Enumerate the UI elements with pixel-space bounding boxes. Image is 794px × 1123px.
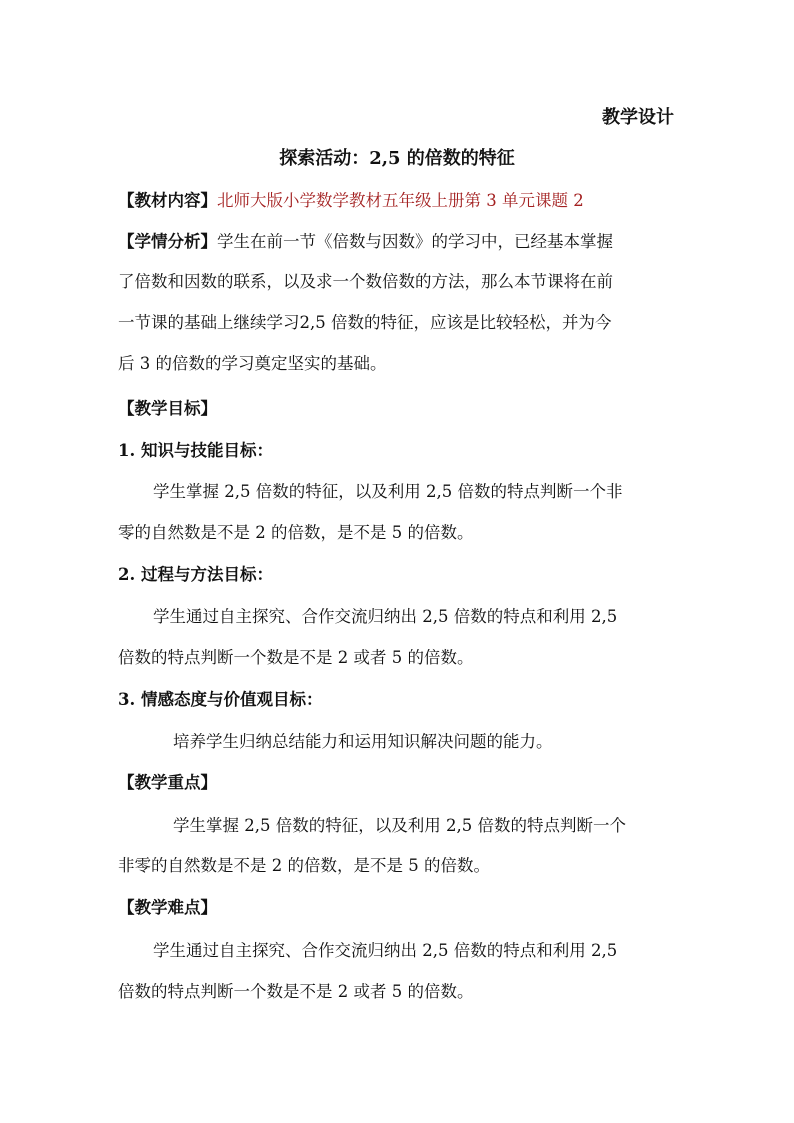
document-type-heading: 教学设计 [602,107,674,128]
analysis-line-2: 了倍数和因数的联系，以及求一个数倍数的方法，那么本节课将在前 [118,272,613,291]
goals-label: 【教学目标】 [118,399,217,418]
analysis-line-1: 学生在前一节《倍数与因数》的学习中，已经基本掌握 [217,232,613,251]
analysis-label: 【学情分析】 [118,232,217,251]
key-points-label: 【教学重点】 [118,773,217,792]
document-title: 探索活动：2,5 的倍数的特征 [279,148,515,169]
goal-1-line-2: 零的自然数是不是 2 的倍数，是不是 5 的倍数。 [118,523,474,542]
material-text: 北师大版小学数学教材五年级上册第 3 单元课题 2 [217,191,584,210]
key-points-line-2: 非零的自然数是不是 2 的倍数，是不是 5 的倍数。 [118,856,490,875]
goal-2-title: 2. 过程与方法目标： [118,565,273,584]
material-label: 【教材内容】 [118,191,217,210]
analysis-row-1 [118,231,678,253]
goal-2-line-2: 倍数的特点判断一个数是不是 2 或者 5 的倍数。 [118,648,474,667]
goal-3-title: 3. 情感态度与价值观目标： [118,690,323,709]
analysis-line-3: 一节课的基础上继续学习2,5 倍数的特征，应该是比较轻松，并为今 [118,313,612,332]
material-row [118,190,678,212]
analysis-line-4: 后 3 的倍数的学习奠定坚实的基础。 [118,354,387,373]
goal-2-line-1: 学生通过自主探究、合作交流归纳出 2,5 倍数的特点和利用 2,5 [153,607,618,626]
key-points-line-1: 学生掌握 2,5 倍数的特征，以及利用 2,5 倍数的特点判断一个 [173,816,626,835]
difficulties-label: 【教学难点】 [118,898,217,917]
difficulties-line-2: 倍数的特点判断一个数是不是 2 或者 5 的倍数。 [118,982,474,1001]
goal-1-line-1: 学生掌握 2,5 倍数的特征，以及利用 2,5 倍数的特点判断一个非 [153,482,623,501]
goal-3-line-1: 培养学生归纳总结能力和运用知识解决问题的能力。 [173,732,553,751]
goal-1-title: 1. 知识与技能目标： [118,441,273,460]
difficulties-line-1: 学生通过自主探究、合作交流归纳出 2,5 倍数的特点和利用 2,5 [153,941,618,960]
